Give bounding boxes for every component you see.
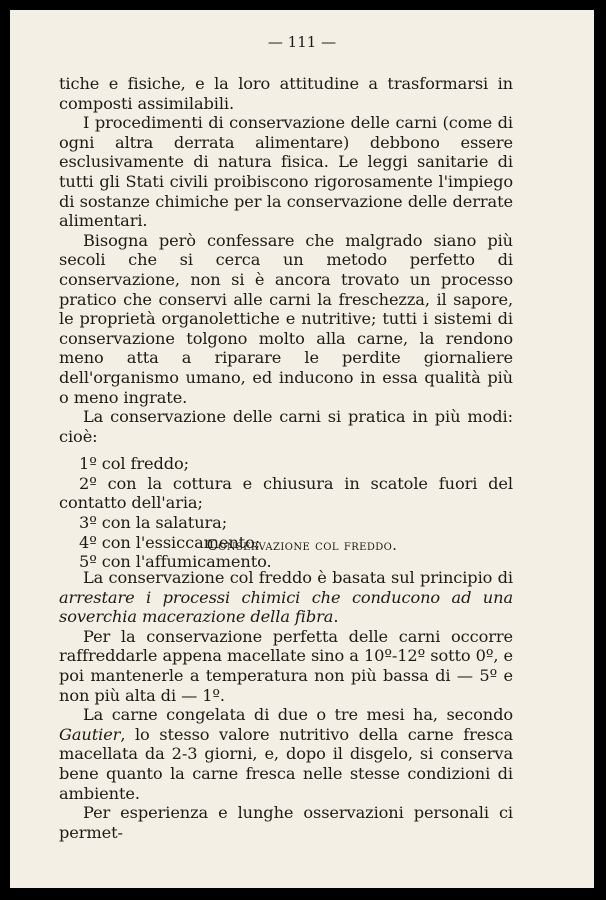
page-number: — 111 —	[267, 33, 337, 51]
italic-emphasis: arrestare i processi chimici che conducono ad una soverchia macerazione della fibra	[59, 587, 513, 627]
paragraph-procedures: I procedimenti di conservazione delle carni (come di ogni altra derrata alimentare) debbono essere esclusivamente di natura fisica. Le leggi sanitarie di tutti gli Stati civili proibiscono rigorosamente l'impiego di sostanze chimiche per la conservazione delle derrate alimentari.	[59, 113, 513, 231]
section-heading: Conservazione col freddo.	[206, 538, 398, 554]
paragraph-methods-intro: La conservazione delle carni si pratica in più modi: cioè:	[59, 407, 513, 446]
paragraph-tail: .	[333, 607, 339, 627]
paragraph-temperatures: Per la conservazione perfetta delle carni occorre raffreddarle appena macellate sino a 10º-12º sotto 0º, e poi mantenerle a temperatura non più bassa di — 5º e non più alta di — 1º.	[59, 626, 513, 705]
paragraph-imperfect-methods: Bisogna però confessare che malgrado siano più secoli che si cerca un metodo perfetto di conservazione, non si è ancora trovato un processo pratico che conservi alle carni la freschezza, il sapore, le proprietà organolettiche e nutritive; tutti i sistemi di conservazione tolgono molto alla carne, la rendono meno atta a riparare le perdite giornaliere dell'organismo umano, ed inducono in essa qualità più o meno ingrate.	[59, 230, 513, 407]
list-item: 3º con la salatura;	[79, 513, 228, 533]
author-name: Gautier	[59, 724, 121, 744]
paragraph-tail: , lo stesso valore nutritivo della carne fresca macellata da 2-3 giorni, e, dopo il disgelo, si conserva bene quanto la carne fresca nelle stesse condizioni di ambiente.	[59, 724, 513, 803]
methods-list	[59, 454, 513, 572]
paragraph-experience: Per esperienza e lunghe osservazioni personali ci permet-	[59, 803, 513, 842]
paragraph-lead: La carne congelata di due o tre mesi ha, secondo	[83, 705, 513, 725]
book-page	[10, 10, 594, 888]
intro-text	[59, 74, 513, 572]
paragraph-lead: La conservazione col freddo è basata sul principio di	[83, 568, 513, 587]
list-item: 5º con l'affumicamento.	[79, 552, 272, 572]
list-item: 1º col freddo;	[79, 454, 190, 474]
list-item: 2º con la cottura e chiusura in scatole fuori del contatto dell'aria;	[59, 473, 513, 513]
paragraph-gautier	[59, 705, 513, 803]
paragraph-continuation: tiche e fisiche, e la loro attitudine a trasformarsi in composti assimilabili.	[59, 74, 513, 113]
list-item: 4º con l'essiccamento;	[79, 532, 261, 552]
paragraph-cold-principle	[59, 568, 513, 627]
section-text	[59, 568, 513, 842]
